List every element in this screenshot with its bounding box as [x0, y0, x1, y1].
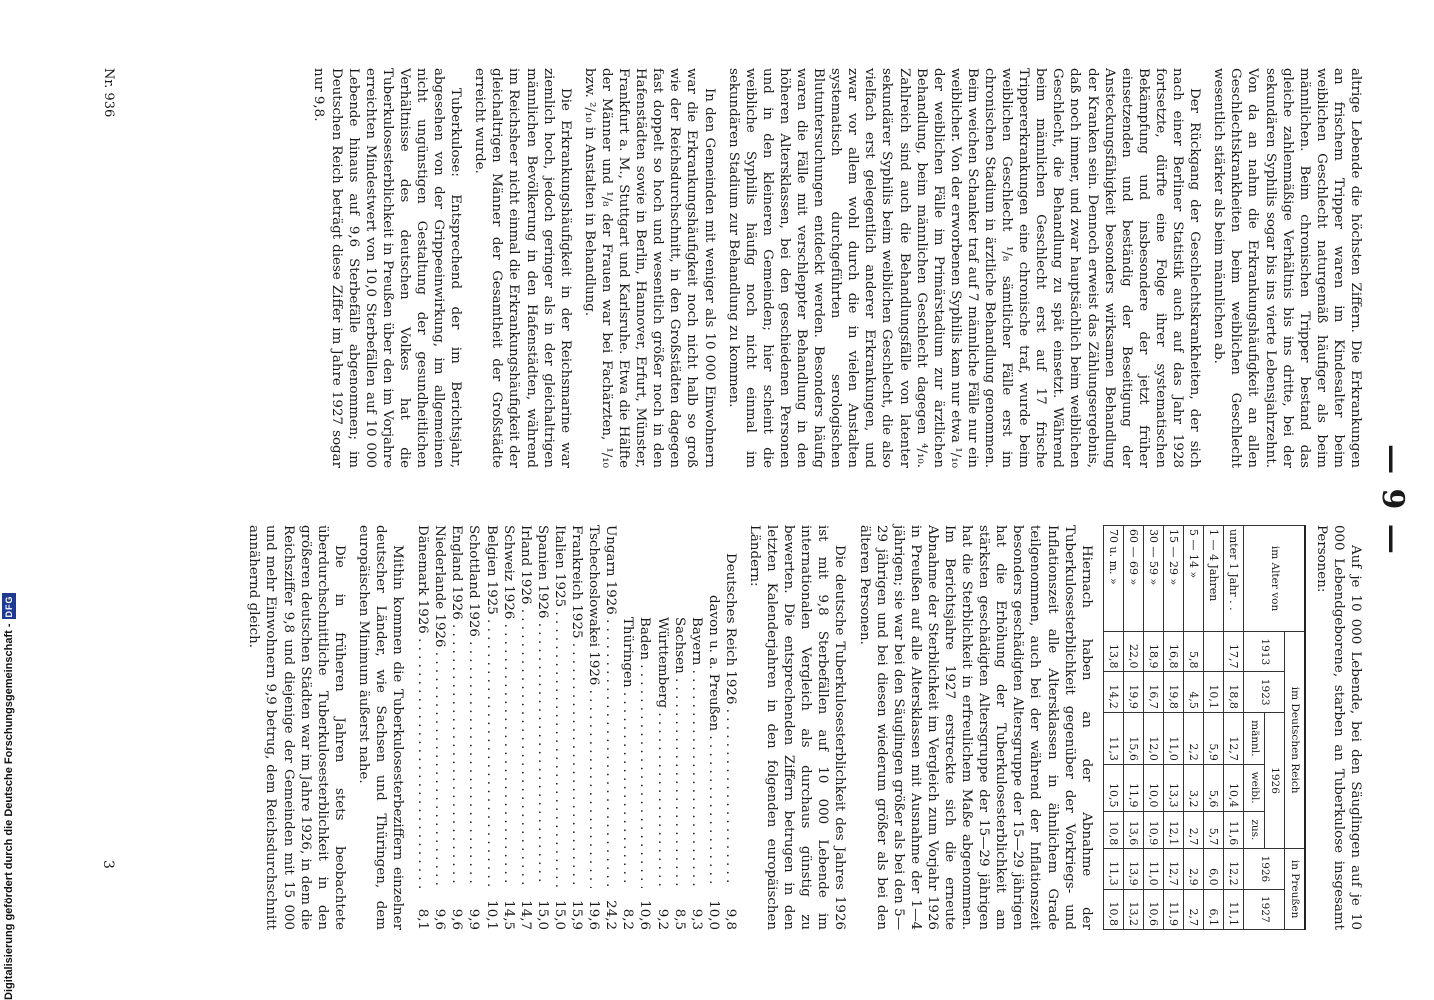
rate-cell: 12,1 — [1164, 811, 1184, 849]
scan-credit-strip — [0, 0, 22, 1000]
country-name: Niederlande 1926 . . . — [431, 525, 448, 888]
table-row — [1224, 526, 1244, 930]
rate-cell: 10,9 — [1143, 811, 1163, 849]
country-name: Deutsches Reich 1926 . . . — [722, 525, 739, 888]
column-header-age: im Alter von — [1244, 526, 1305, 632]
country-name: Schottland 1926 . . . — [465, 525, 482, 888]
rate-row — [517, 525, 534, 930]
rate-row — [636, 525, 653, 930]
rate-cell — [1204, 632, 1224, 672]
country-name: Thüringen . . . — [619, 525, 636, 888]
country-name: Dänemark 1926 . . . — [414, 525, 431, 888]
rate-cell: 10,0 — [1143, 764, 1163, 811]
rate-row — [448, 525, 465, 930]
country-name: Frankreich 1925 . . . — [568, 525, 585, 888]
rate-cell: 4,5 — [1184, 672, 1204, 712]
country-name: davon u. a. Preußen . . . — [705, 525, 722, 888]
column-header: 1927 — [1244, 889, 1284, 929]
rate-cell: 11,9 — [1164, 889, 1184, 929]
rate-cell: 12,7 — [1224, 712, 1244, 764]
rate-cell: 5,7 — [1204, 811, 1224, 849]
column-group-1926: 1926 — [1264, 712, 1284, 848]
table-row — [1184, 526, 1204, 930]
rate-cell: 16,7 — [1143, 672, 1163, 712]
column-group-reich: im Deutschen Reich — [1284, 632, 1305, 849]
rate-cell: 11,0 — [1143, 849, 1163, 889]
paragraph: Mithin kommen die Tuberkulosesterbeziffern einzelner deutscher Länder, wie Sachsen und Thüringen, dem europäischen Minimum äußerst nahe. — [355, 525, 406, 930]
country-name: Ungarn 1926 . . . — [602, 525, 619, 888]
rate-value: 10,6 — [637, 900, 653, 930]
rate-value: 9,6 — [449, 908, 465, 930]
table-row — [1103, 526, 1123, 930]
rate-row — [653, 525, 670, 930]
rate-value: 9,6 — [432, 908, 448, 930]
table-row — [1143, 526, 1163, 930]
page-header: — 9 — — [1375, 444, 1410, 556]
country-name: Württemberg . . . — [653, 525, 670, 888]
age-group-cell: 30 — 59 » — [1143, 526, 1163, 632]
scan-credit-text: Digitalisierung gefördert durch die Deutsche Forschungsgemeinschaft - — [3, 623, 15, 1000]
country-name: England 1926 . . . — [448, 525, 465, 888]
paragraph: Die in früheren Jahren stets beobachtete überdurchschnittliche Tuberkulosesterblichkeit in den größeren deutschen Städten war im Jahre 1926, in dem die Reichsziffer 9,8 und diejenige der Gemeinden mit 15 000 und mehr Einwohnern 9,9 betrug, dem Reichsdurchschnitt annähernd gleich. — [246, 525, 347, 930]
table-row — [1164, 526, 1184, 930]
rate-row — [483, 525, 500, 930]
rate-value: 9,3 — [688, 908, 704, 930]
rate-cell: 13,9 — [1123, 849, 1143, 889]
rate-row — [500, 525, 517, 930]
rate-row — [722, 525, 739, 930]
left-column — [124, 68, 1364, 468]
rate-cell: 2,9 — [1184, 849, 1204, 889]
rate-cell: 10,1 — [1204, 672, 1224, 712]
rate-cell: 12,0 — [1143, 712, 1163, 764]
paragraph: Die Erkrankungshäufigkeit in der Reichsmarine war ziemlich hoch, jedoch geringer als in der gleichaltrigen männlichen Bevölkerung in den Hafenstädten, während im Reichsheer nicht einmal die Erkrankungshäufigkeit der gleichaltrigen Männer der Gesamtheit der Großstädte erreicht wurde. — [472, 68, 573, 468]
rate-cell: 10,6 — [1143, 889, 1163, 929]
age-group-cell: 15 — 29 » — [1164, 526, 1184, 632]
age-group-cell: 5 — 14 » — [1184, 526, 1204, 632]
rate-cell: 13,6 — [1123, 811, 1143, 849]
rate-cell: 13,2 — [1123, 889, 1143, 929]
rate-row — [585, 525, 602, 930]
rate-cell: 19,9 — [1123, 672, 1143, 712]
rate-cell: 11,3 — [1103, 712, 1123, 764]
column-header: weibl. — [1244, 764, 1264, 811]
rate-value: 15,0 — [551, 900, 567, 930]
rate-value: 9,9 — [466, 908, 482, 930]
rate-cell: 11,3 — [1103, 849, 1123, 889]
rate-value: 8,5 — [671, 908, 687, 930]
country-name: Sachsen . . . — [671, 525, 688, 888]
rate-row — [602, 525, 619, 930]
rate-cell: 17,7 — [1224, 632, 1244, 672]
country-name: Bayern . . . — [688, 525, 705, 888]
table-intro: Auf je 10 000 Lebende, bei den Säuglingen auf je 10 000 Lebendgeborene, starben an Tuberkulose insgesamt Personen: — [1313, 525, 1363, 930]
country-name: Schweiz 1926 . . . — [500, 525, 517, 888]
rate-cell: 5,8 — [1184, 632, 1204, 672]
rate-row — [431, 525, 448, 930]
country-name: Irland 1926 . . . — [517, 525, 534, 888]
column-header: 1926 — [1244, 849, 1284, 889]
rate-cell: 2,7 — [1184, 811, 1204, 849]
paragraph: Die deutsche Tuberkulosesterblichkeit des Jahres 1926 ist mit 9,8 Sterbefällen auf 10 000 Lebende im internationalen Vergleich als durchaus günstig zu bewerten. Die entsprechenden Ziffern betrugen in den letzten Kalenderjahren in den folgenden europäischen Ländern: — [747, 525, 848, 930]
rate-cell: 11,0 — [1164, 712, 1184, 764]
column-header: 1923 — [1244, 672, 1284, 712]
rate-cell: 6,1 — [1204, 889, 1224, 929]
rate-cell: 5,9 — [1204, 712, 1224, 764]
rate-value: 15,0 — [534, 900, 550, 930]
column-header: 1913 — [1244, 632, 1284, 672]
paragraph: altrige Lebende die höchsten Ziffern. Die Erkrankungen an frischem Tripper waren im Kindesalter beim weiblichen Geschlecht naturgemäß häufiger als beim männlichen. Beim chronischen Tripper bestand das gleiche zahlenmäßige Verhältnis bis ins dritte, bei der sekundären Syphilis sogar bis ins vierte Lebensjahrzehnt. Von da an nahm die Erkrankungshäufigkeit an allen Geschlechtskrankheiten beim weiblichen Geschlecht wesentlich stärker als beim männlichen ab. — [1211, 68, 1363, 468]
country-name: Belgien 1925 . . . — [483, 525, 500, 888]
rate-row — [465, 525, 482, 930]
rate-cell: 16,8 — [1164, 632, 1184, 672]
rate-row — [705, 525, 722, 930]
age-group-cell: 60 — 69 » — [1123, 526, 1143, 632]
rate-cell: 13,3 — [1164, 764, 1184, 811]
print-signature: Nr. 936 — [101, 68, 116, 118]
rate-cell: 5,6 — [1204, 764, 1224, 811]
rate-value: 9,8 — [722, 908, 738, 930]
rate-cell: 18,8 — [1224, 672, 1244, 712]
rate-cell: 15,6 — [1123, 712, 1143, 764]
rate-cell: 11,1 — [1224, 889, 1244, 929]
age-group-cell: unter 1 Jahr . . — [1224, 526, 1244, 632]
sheet-number: 3 — [100, 860, 116, 869]
paragraph: In den Gemeinden mit weniger als 10 000 Einwohnern war die Erkrankungshäufigkeit noch nicht halb so groß wie der Reichsdurchschnitt, in den Großstädten dagegen fast doppelt so hoch und wesentlich größer noch in den Hafenstädten sowie in Berlin, Hannover, Erfurt, Münster, Frankfurt a. M., Stuttgart und Karlsruhe. Etwa die Hälfte der Männer und ¹/₈ der Frauen war bei Fachärzten, ¹/₁₀ bzw. ²/₁₀ in Anstalten in Behandlung. — [581, 68, 717, 468]
rate-cell: 11,6 — [1224, 811, 1244, 849]
rate-row — [534, 525, 551, 930]
table-row — [1204, 526, 1224, 930]
tuberculosis-mortality-table — [1103, 525, 1306, 930]
rate-cell: 10,8 — [1103, 811, 1123, 849]
country-rates-list — [414, 525, 739, 930]
rate-value: 8,1 — [415, 908, 431, 930]
rate-cell: 14,2 — [1103, 672, 1123, 712]
column-group-preussen: in Preußen — [1284, 849, 1305, 930]
column-header: zus. — [1244, 811, 1264, 849]
rate-value: 19,6 — [586, 900, 602, 930]
rate-row — [551, 525, 568, 930]
rate-cell: 10,5 — [1103, 764, 1123, 811]
rate-value: 10,0 — [705, 900, 721, 930]
paragraph: Tuberkulose: Entsprechend der im Berichtsjahr, abgesehen von der Grippeeinwirkung, im allgemeinen nicht ungünstigen Gestaltung der gesundheitlichen Verhältnisse des deutschen Volkes hat die Tuberkulosesterblichkeit in Preußen über den im Vorjahre erreichten Mindestwert von 10,0 Sterbefällen auf 10 000 Lebende hinaus auf 9,6 Sterbefälle abgenommen; im Deutschen Reich beträgt diese Ziffer im Jahre 1927 sogar nur 9,8. — [311, 68, 464, 468]
age-group-cell: 70 u. m. » — [1103, 526, 1123, 632]
rate-cell: 11,9 — [1123, 764, 1143, 811]
rate-row — [568, 525, 585, 930]
rate-row — [619, 525, 636, 930]
column-header: männl. — [1244, 712, 1264, 764]
rate-value: 9,2 — [654, 908, 670, 930]
dfg-logo: DFG — [4, 595, 14, 618]
rate-cell: 19,8 — [1164, 672, 1184, 712]
country-name: Italien 1925 . . . — [551, 525, 568, 888]
rate-value: 24,2 — [603, 900, 619, 930]
rate-cell: 2,7 — [1184, 889, 1204, 929]
paragraph: Hiernach haben an der Abnahme der Tuberkulosesterblichkeit gegenüber der Vorkriegs- und Inflationszeit alle Altersklassen in ähnlichem Grade teilgenommen, auch bei der während der Inflationszeit besonders geschädigten Altersgruppe der 15—29 jährigen hat die Erhöhung der Tuberkulosesterblichkeit am stärksten geschädigten Altersgruppe der 15—29 jährigen hat die Sterblichkeit in erfreulichem Maße abgenommen. Im Berichtsjahre 1927 erstreckte sich die erneute Abnahme der Sterblichkeit im Vergleich zum Vorjahr 1926 in Preußen auf alle Altersklassen mit Ausnahme der 1—4 jährigen; sie war bei den Säuglingen größer als bei den 5—29 jährigen und bei diesen wiederum größer als bei den älteren Personen. — [856, 525, 1094, 930]
rate-value: 8,2 — [620, 908, 636, 930]
rate-row — [688, 525, 705, 930]
rate-row — [414, 525, 431, 930]
rate-cell: 6,0 — [1204, 849, 1224, 889]
rate-value: 14,7 — [517, 900, 533, 930]
country-name: Tschechoslowakei 1926 . . . — [585, 525, 602, 888]
rate-cell: 22,0 — [1123, 632, 1143, 672]
rate-cell: 10,8 — [1103, 889, 1123, 929]
paragraph: Der Rückgang der Geschlechtskrankheiten, der sich nach einer Berliner Statistik auch auf das Jahr 1928 fortsetzte, dürfte eine Folge ihrer systematischen Bekämpfung und insbesondere der jetzt früher einsetzenden und beständig der Beseitigung der Ansteckungsfähigkeit besonders wirksamen Behandlung der Kranken sein. Dennoch erweist das Zählungsergebnis, daß noch immer, und zwar hauptsächlich beim weiblichen Geschlecht, die Behandlung zu spät einsetzt. Während beim männlichen Geschlecht erst auf 17 frische Trippererkrankungen eine chronische traf, wurde beim weiblichen Geschlecht ¹/₈ sämtlicher Fälle erst im chronischen Stadium in ärztliche Behandlung genommen. Beim weichen Schanker traf auf 7 männliche Fälle nur ein weiblicher. Von der erworbenen Syphilis kam nur etwa ¹/₁₀ der weiblichen Fälle im Primärstadium zur ärztlichen Behandlung, beim männlichen Geschlecht dagegen ⁴/₁₀. Zahlreich sind auch die Behandlungsfälle von latenter sekundärer Syphilis beim weiblichen Geschlecht, die also vielfach erst gelegentlich anderer Erkrankungen, und zwar vor allem wohl durch die in vielen Anstalten systematisch durchgeführten serologischen Blutuntersuchungen entdeckt werden. Besonders häufig waren die Fälle mit verschleppter Behandlung in den höheren Altersklassen, bei den geschiedenen Personen und in den kleineren Gemeinden; hier scheint die weibliche Syphilis häufig noch nicht einmal im sekundären Stadium zur Behandlung zu kommen. — [725, 68, 1203, 468]
age-group-cell: 1 — 4 Jahren — [1204, 526, 1224, 632]
rate-cell: 12,2 — [1224, 849, 1244, 889]
country-name: Baden . . . — [636, 525, 653, 888]
rate-row — [671, 525, 688, 930]
rate-cell: 10,4 — [1224, 764, 1244, 811]
rate-value: 15,9 — [569, 900, 585, 930]
right-column — [64, 525, 1364, 930]
rate-cell: 3,2 — [1184, 764, 1204, 811]
rate-value: 14,5 — [500, 900, 516, 930]
rate-cell: 2,2 — [1184, 712, 1204, 764]
rate-cell: 12,7 — [1164, 849, 1184, 889]
table-row — [1123, 526, 1143, 930]
rate-cell: 13,8 — [1103, 632, 1123, 672]
rate-cell: 18,9 — [1143, 632, 1163, 672]
rate-value: 10,1 — [483, 900, 499, 930]
country-name: Spanien 1926 . . . — [534, 525, 551, 888]
